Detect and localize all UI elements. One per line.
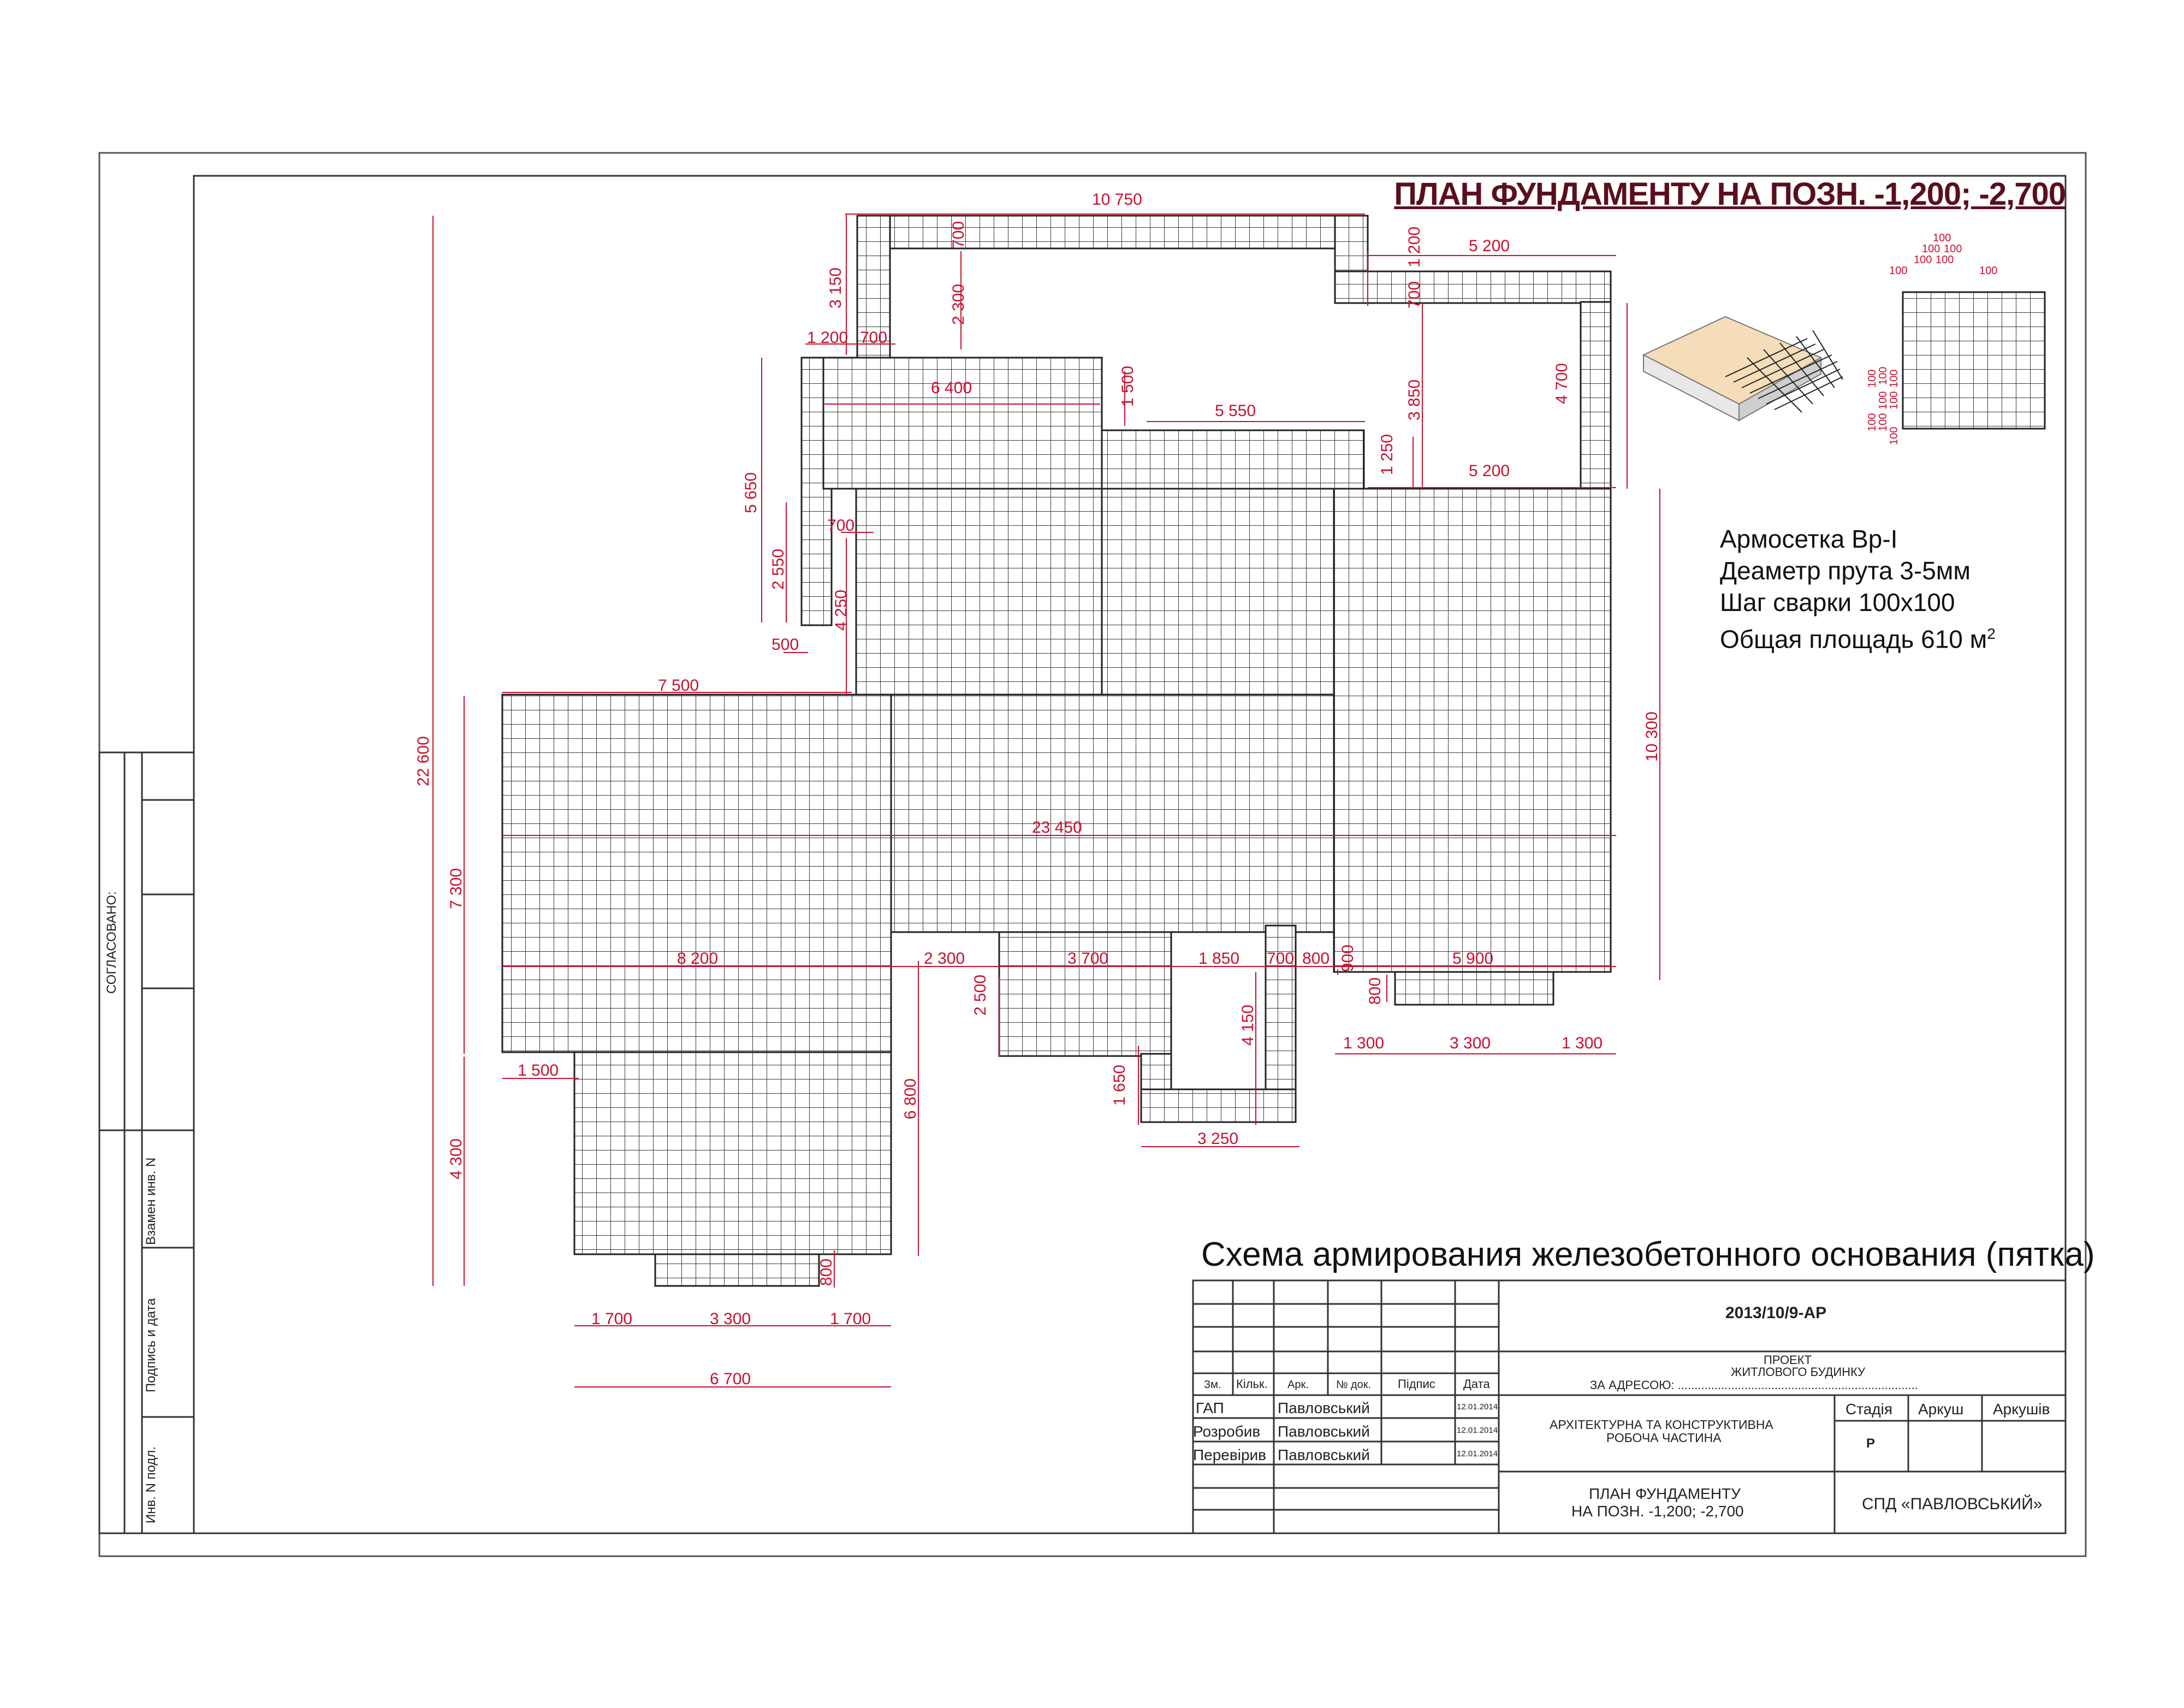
dim-label: 6 700	[710, 1370, 751, 1388]
tb-section2: РОБОЧА ЧАСТИНА	[1606, 1431, 1722, 1445]
slab-right-column	[1581, 302, 1611, 493]
mesh-plan-detail	[1866, 232, 2045, 445]
dim-label: 5 200	[1469, 237, 1510, 255]
mesh-dim-label: 100	[1866, 369, 1878, 388]
dim-label: 1 300	[1343, 1034, 1385, 1052]
dim-label: 800	[1366, 977, 1384, 1005]
agreed-label: СОГЛАСОВАНО:	[104, 891, 119, 994]
dim-label: 800	[817, 1258, 835, 1286]
dim-label: 1 300	[1562, 1034, 1603, 1052]
mesh-slabs	[502, 216, 1611, 1286]
dim-label: 10 300	[1643, 711, 1661, 762]
dim-label: 1 200	[1405, 226, 1423, 268]
tb-building: ЖИТЛОВОГО БУДИНКУ	[1731, 1365, 1866, 1379]
dim-label: 1 700	[591, 1310, 633, 1328]
slab-lower-u-bottom	[1141, 1089, 1296, 1122]
mesh-dim-label: 100	[1877, 413, 1889, 431]
dim-label: 5 550	[1215, 402, 1256, 420]
dim-label: 5 900	[1452, 950, 1494, 968]
mesh-dim-label: 100	[1866, 413, 1878, 431]
dim-label: 4 700	[1553, 363, 1571, 404]
note-line: Армосетка Вр-I	[1720, 525, 1898, 553]
mesh-dim-label: 100	[1979, 265, 1998, 277]
mesh-dim-label: 100	[1888, 369, 1900, 388]
dim-label: 6 400	[931, 379, 972, 397]
dim-label: 900	[1339, 944, 1357, 972]
mesh-dim-label: 100	[1889, 265, 1908, 277]
dim-label: 3 150	[827, 267, 845, 309]
dim-label: 1 850	[1198, 950, 1240, 968]
tb-drawing: ПЛАН ФУНДАМЕНТУ	[1589, 1485, 1741, 1502]
slab-center-block	[891, 695, 1334, 932]
dim-label: 700	[1267, 950, 1295, 968]
dim-label: 6 800	[901, 1078, 919, 1119]
mesh-dim-label: 100	[1877, 366, 1889, 385]
slab-upper-right-strip	[1335, 271, 1611, 303]
tb-col-sheets: Аркушів	[1993, 1401, 2050, 1418]
dim-label: 23 450	[1032, 819, 1082, 837]
dim-label: 1 250	[1378, 434, 1396, 475]
tb-address: ЗА АДРЕСОЮ: ........................................................................	[1590, 1378, 1918, 1392]
scheme-title: Схема армирования железобетонного основания (пятка)	[1201, 1236, 2095, 1273]
dim-label: 4 150	[1239, 1004, 1257, 1046]
tb-header-doc: № док.	[1336, 1379, 1372, 1391]
dim-label: 700	[860, 329, 888, 347]
dim-label: 3 250	[1197, 1130, 1239, 1148]
tb-code: 2013/10/9-АР	[1725, 1304, 1827, 1322]
note-area-text: Общая площадь 610 м	[1720, 625, 1987, 654]
tb-row-date: 12.01.2014	[1457, 1402, 1498, 1412]
slab-upper-left-block	[823, 358, 1102, 489]
tb-col-sheet: Аркуш	[1918, 1401, 1964, 1418]
tb-row-role: Розробив	[1193, 1423, 1261, 1440]
replaces-label: Взамен инв. N	[144, 1157, 158, 1245]
tb-row-role: ГАП	[1196, 1399, 1224, 1416]
dim-label: 1 200	[807, 329, 848, 347]
dim-label: 700	[949, 221, 968, 248]
mesh-dim-label: 100	[1936, 254, 1954, 266]
inv-no-label: Инв. N подл.	[144, 1446, 158, 1523]
slab-mid-block	[1102, 489, 1334, 695]
dim-label: 700	[827, 517, 855, 535]
dim-label: 1 650	[1111, 1064, 1129, 1106]
dim-label: 3 700	[1067, 950, 1109, 968]
slab-upper-mid-strip	[1102, 430, 1364, 490]
tb-header-date: Дата	[1463, 1377, 1490, 1391]
mesh-dim-label: 100	[1944, 243, 1962, 255]
mesh-dim-label: 100	[1877, 391, 1889, 410]
mesh-isometric-detail	[1643, 317, 1843, 420]
dim-label: 7 500	[658, 677, 699, 695]
dim-label: 2 300	[924, 950, 965, 968]
tb-header-sign: Підпис	[1398, 1377, 1435, 1391]
tb-row-name: Павловський	[1278, 1423, 1370, 1440]
dim-label: 700	[1405, 281, 1423, 309]
slab-right-block	[1334, 489, 1611, 972]
tb-row-role: Перевірив	[1193, 1446, 1267, 1463]
slab-bottom-left	[574, 1052, 891, 1254]
tb-col-stage: Стадія	[1845, 1401, 1893, 1418]
dim-label: 5 650	[742, 472, 760, 513]
tb-stage: Р	[1866, 1436, 1876, 1451]
dim-label: 1 500	[1119, 365, 1137, 407]
tb-header-qty: Кільк.	[1236, 1377, 1268, 1391]
dim-label: 2 500	[971, 974, 989, 1016]
slab-lower-right-tab	[1395, 972, 1553, 1005]
sign-date-label: Подпись и дата	[144, 1298, 158, 1392]
tb-row-name: Павловський	[1278, 1399, 1370, 1416]
dim-label: 3 300	[1450, 1034, 1491, 1052]
tb-drawing2: НА ПОЗН. -1,200; -2,700	[1571, 1503, 1744, 1520]
dim-label: 10 750	[1092, 191, 1142, 209]
tb-row-name: Павловський	[1278, 1446, 1370, 1463]
slab-mid-left-block	[856, 489, 1102, 695]
dim-label: 4 300	[447, 1138, 465, 1179]
dim-label: 1 500	[518, 1061, 559, 1080]
dim-label: 2 550	[769, 548, 787, 590]
dim-label: 3 300	[710, 1310, 751, 1328]
dim-label: 4 250	[832, 589, 850, 631]
slab-left-wing	[502, 695, 891, 1052]
mesh-dim-label: 100	[1922, 243, 1940, 255]
side-stamp	[99, 752, 194, 1533]
dim-label: 5 200	[1469, 462, 1510, 480]
dim-label: 22 600	[414, 736, 432, 786]
dim-label: 3 850	[1405, 379, 1423, 420]
dim-label: 1 700	[830, 1310, 871, 1328]
tb-header-sheet: Арк.	[1287, 1379, 1309, 1391]
dim-label: 500	[771, 636, 799, 654]
note-line: Шаг сварки 100x100	[1720, 588, 1955, 616]
note-area-sup: 2	[1987, 625, 1996, 642]
tb-company: СПД «ПАВЛОВСЬКИЙ»	[1862, 1495, 2043, 1513]
mesh-dim-label: 100	[1933, 232, 1951, 244]
mesh-dim-label: 100	[1888, 426, 1900, 445]
note-line-area	[1720, 618, 1996, 655]
mesh-dim-label: 100	[1888, 391, 1900, 410]
mesh-notes	[1720, 523, 1996, 655]
dim-label: 800	[1302, 950, 1330, 968]
dim-label: 2 300	[949, 283, 968, 325]
tb-section: АРХІТЕКТУРНА ТА КОНСТРУКТИВНА	[1550, 1418, 1773, 1432]
note-line: Деаметр прута 3-5мм	[1720, 556, 1971, 585]
plan-title: ПЛАН ФУНДАМЕНТУ НА ПОЗН. -1,200; -2,700	[1394, 176, 2066, 212]
dim-label: 7 300	[447, 868, 465, 909]
slab-top-strip	[857, 216, 1365, 248]
slab-bottom-left-tab	[655, 1254, 819, 1286]
tb-project: ПРОЕКТ	[1764, 1353, 1812, 1367]
tb-header-change: Зм.	[1204, 1379, 1221, 1391]
mesh-dim-label: 100	[1914, 254, 1932, 266]
dim-label: 8 200	[677, 950, 719, 968]
tb-row-date: 12.01.2014	[1457, 1449, 1498, 1458]
tb-row-date: 12.01.2014	[1457, 1426, 1498, 1435]
